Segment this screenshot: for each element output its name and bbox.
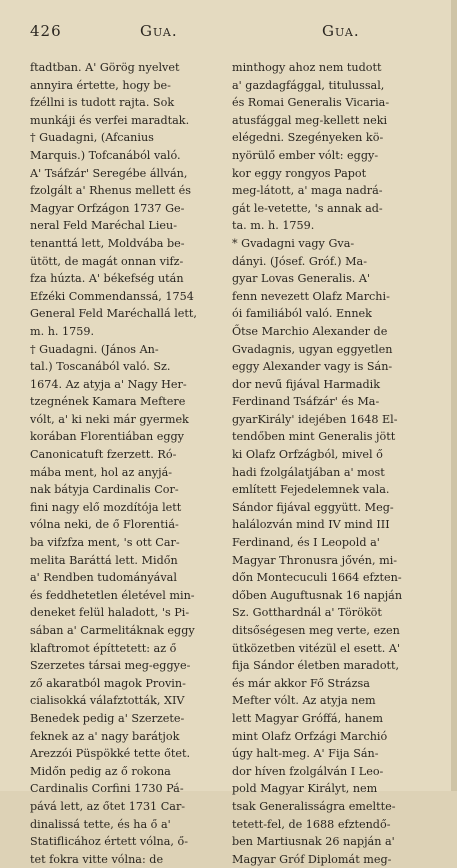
text-line: Sz. Gotthardnál a' Törököt [232, 606, 382, 620]
text-line: mint Olafz Orfzági Marchió [232, 729, 388, 743]
text-line: gát le-vetette, 's annak ad- [232, 201, 383, 215]
text-line: Benedek pedig a' Szerzete- [30, 711, 185, 725]
text-line: úgy halt-meg. A' Fija Sán- [232, 747, 379, 761]
text-line: tendőben mint Generalis jött [232, 430, 396, 444]
left-column [30, 59, 226, 868]
text-line: Arezzói Püspökké tette őtet. [30, 747, 191, 761]
text-line: korában Florentiában eggy [30, 430, 184, 444]
text-line: 1674. Az atyja a' Nagy Her- [30, 377, 187, 391]
text-line: cialisokká válafztották, XIV [30, 694, 185, 708]
text-line: Canonicatuft fzerzett. Ró- [30, 448, 177, 462]
text-line: gyar Lovas Generalis. A' [232, 272, 371, 286]
text-line: vólt, a' ki neki már gyermek [30, 412, 189, 426]
text-line: ző akaratból magok Provin- [30, 676, 186, 690]
text-line: klaftromot építtetett: az ő [30, 641, 177, 655]
text-line: ftadtban. A' Görög nyelvet [30, 61, 180, 74]
text-line: Sándor fijával eggyütt. Meg- [232, 500, 394, 514]
text-line: gyarKirály' idejében 1648 El- [232, 412, 398, 426]
text-line: tet fokra vitte vólna: de [30, 852, 164, 866]
text-line: fzéllni is tudott rajta. Sok [30, 96, 175, 110]
text-line: eggy Alexander vagy is Sán- [232, 360, 393, 374]
text-line: dinalissá tette, és ha ő a' [30, 817, 171, 831]
running-head-right: Gua. [322, 22, 360, 40]
text-line: fza húzta. A' békefség után [30, 272, 184, 286]
text-line: neral Feld Maréchal Lieu- [30, 219, 178, 233]
text-line: dőben Auguftusnak 16 napján [232, 588, 403, 602]
text-line: annyira értette, hogy be- [30, 78, 171, 92]
text-line: ben Martiusnak 26 napján a' [232, 835, 395, 849]
text-line: dor híven fzolgálván I Leo- [232, 764, 384, 778]
text-line: meg-látott, a' maga nadrá- [232, 184, 383, 198]
text-line: elégedni. Szegényeken kö- [232, 131, 384, 145]
text-line: tenanttá lett, Moldvába be- [30, 236, 185, 250]
text-line: m. h. 1759. [30, 324, 95, 338]
text-line: Magyar Orfzágon 1737 Ge- [30, 201, 185, 215]
text-line: és már akkor Fő Strázsa [232, 676, 370, 690]
text-line: Ferdinand, és I Leopold a' [232, 536, 380, 550]
text-line: vólna neki, de ő Florentiá- [30, 518, 179, 532]
text-line: és feddhetetlen életével min- [30, 588, 195, 602]
text-line: ütött, de magát onnan vifz- [30, 254, 184, 268]
text-line: ki Olafz Orfzágból, mivel ő [232, 448, 383, 462]
text-line: Midőn pedig az ő rokona [30, 764, 171, 778]
text-line: nak bátyja Cardinalis Cor- [30, 483, 179, 497]
text-line: dőn Montecuculi 1664 efzten- [232, 571, 402, 585]
text-line: ditsőségesen meg verte, ezen [232, 624, 400, 637]
text-line: fzolgált a' Rhenus mellett és [30, 184, 191, 198]
text-line: † Guadagni. (János An- [30, 342, 159, 356]
text-line: feknek az a' nagy barátjok [30, 729, 180, 743]
text-line: * Gvadagni vagy Gva- [232, 236, 355, 250]
text-line: hadi fzolgálatjában a' most [232, 465, 385, 479]
text-line: és Romai Generalis Vicaria- [232, 96, 390, 110]
text-line: ta. m. h. 1759. [232, 219, 315, 233]
text-line: Statiflicához értett vólna, ő- [30, 835, 189, 849]
text-line: nyörülő ember vólt: eggy- [232, 148, 379, 162]
text-line: halálozván mind IV mind III [232, 518, 390, 532]
text-line: fini nagy elő mozdítója lett [30, 500, 182, 514]
text-line: tal.) Toscanából való. Sz. [30, 360, 171, 374]
text-line: Őtse Marchio Alexander de [232, 324, 388, 338]
text-line: tetett-fel, de 1688 efztendő- [232, 817, 391, 831]
text-line: Mefter vólt. Az atyja nem [232, 694, 376, 708]
text-line: minthogy ahoz nem tudott [232, 61, 382, 74]
text-line: Szerzetes társai meg-eggye- [30, 659, 191, 673]
text-line: atusfággal meg-kellett neki [232, 113, 388, 127]
right-column [232, 59, 428, 868]
text-line: lett Magyar Gróffá, hanem [232, 711, 383, 725]
text-line: deneket felül haladott, 's Pi- [30, 606, 190, 620]
text-line: General Feld Maréchallá lett, [30, 307, 197, 321]
text-line: † Guadagni, (Afcanius [30, 131, 154, 145]
text-line: Magyar Gróf Diplomát meg- [232, 852, 392, 866]
page-number: 426 [30, 22, 62, 40]
text-line: kor eggy rongyos Papot [232, 166, 367, 180]
text-line: említett Fejedelemnek vala. [232, 483, 390, 497]
text-line: dor nevű fijával Harmadik [232, 377, 381, 391]
text-line: a' gazdagfággal, titulussal, [232, 78, 385, 92]
text-line: munkáji és verfei maradtak. [30, 113, 190, 127]
text-line: pává lett, az őtet 1731 Car- [30, 799, 186, 813]
text-line: pold Magyar Királyt, nem [232, 782, 378, 796]
text-line: Gvadagnis, ugyan eggyetlen [232, 342, 393, 356]
text-line: dányi. (Jósef. Gróf.) Ma- [232, 254, 367, 268]
running-head-left: Gua. [140, 22, 178, 40]
text-line: fija Sándor életben maradott, [232, 659, 400, 673]
page-header [0, 22, 457, 46]
text-line: Marquis.) Tofcanából való. [30, 148, 181, 162]
text-line: melita Baráttá lett. Midőn [30, 553, 178, 567]
text-line: A' Tsáfzár' Seregébe állván, [30, 166, 188, 180]
text-line: a' Rendben tudományával [30, 571, 177, 585]
text-line: ói familiából való. Ennek [232, 307, 372, 321]
text-line: sában a' Carmelitáknak eggy [30, 624, 195, 637]
text-line: Cardinalis Corfini 1730 Pá- [30, 782, 184, 796]
text-line: Efzéki Commendanssá, 1754 [30, 289, 194, 303]
text-line: fenn nevezett Olafz Marchi- [232, 289, 390, 303]
text-line: tzegnének Kamara Meftere [30, 395, 186, 409]
text-line: mába ment, hol az anyjá- [30, 465, 173, 479]
text-line: ba vifzfza ment, 's ott Car- [30, 536, 180, 550]
text-line: Magyar Thronusra jővén, mi- [232, 553, 398, 567]
text-line: ütközetben vitézül el esett. A' [232, 641, 401, 655]
text-line: tsak Generalisságra emeltte- [232, 799, 396, 813]
text-line: Ferdinand Tsáfzár' és Ma- [232, 395, 380, 409]
